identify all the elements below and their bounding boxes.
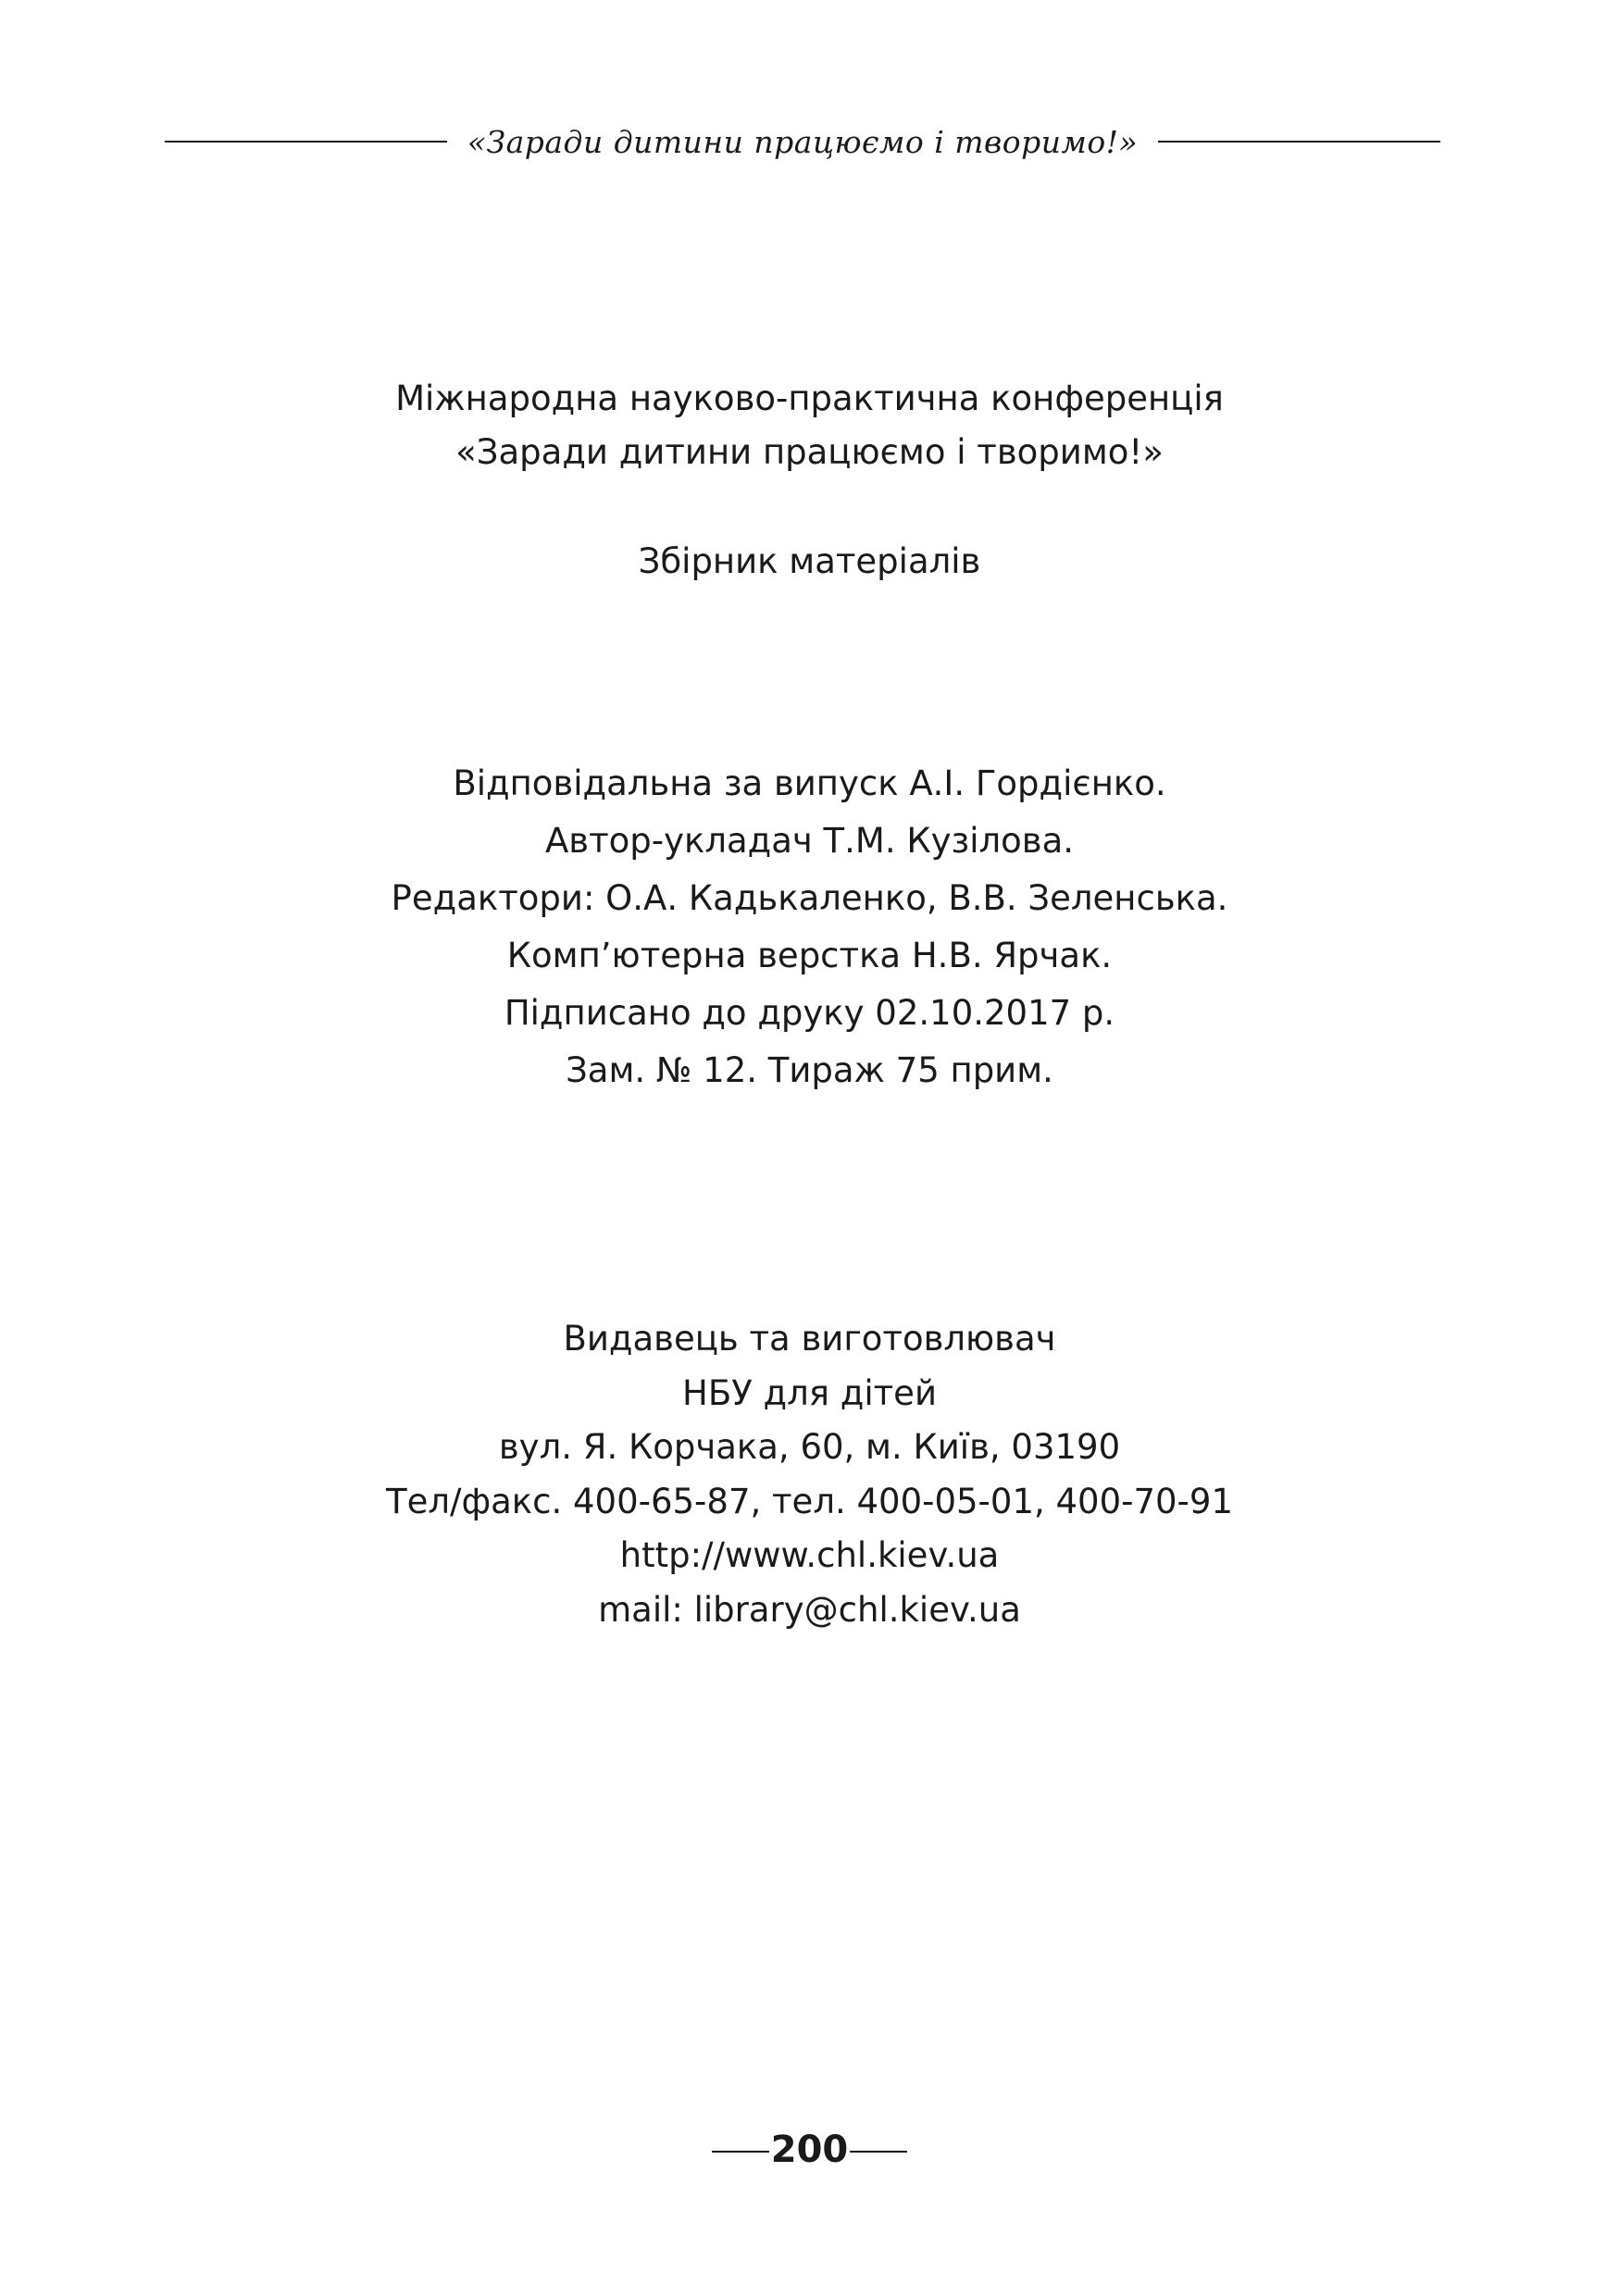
publisher-line: Видавець та виготовлювач	[563, 1319, 1056, 1359]
credit-line: Зам. № 12. Тираж 75 прим.	[566, 1050, 1053, 1090]
publisher-website: http://www.chl.kiev.ua	[619, 1535, 1000, 1575]
credit-line: Редактори: О.А. Кадькаленко, В.В. Зеленська.	[391, 878, 1228, 918]
credits-block	[0, 755, 1619, 1099]
credit-line: Відповідальна за випуск А.І. Гордієнко.	[453, 763, 1166, 803]
collection-label: Збірник матеріалів	[638, 541, 981, 581]
page-number-dash-right	[850, 2151, 907, 2153]
conference-title-block	[0, 372, 1619, 479]
collection-block	[0, 535, 1619, 589]
credit-line: Комп’ютерна верстка Н.В. Ярчак.	[506, 936, 1113, 975]
credit-line: Автор-укладач Т.М. Кузілова.	[544, 821, 1075, 861]
header-rule-right	[1158, 141, 1440, 143]
running-title: «Заради дитини працюємо і творимо!»	[467, 123, 1139, 160]
credit-line: Підписано до друку 02.10.2017 р.	[504, 993, 1115, 1033]
conference-title-line: Міжнародна науково-практична конференція	[395, 379, 1224, 418]
publisher-address: вул. Я. Корчака, 60, м. Київ, 03190	[498, 1427, 1121, 1467]
page-number: 200	[770, 2128, 849, 2171]
conference-name-line: «Заради дитини працюємо і творимо!»	[455, 432, 1164, 472]
page-number-footer	[0, 2128, 1619, 2171]
header-rule-left	[165, 141, 447, 143]
running-header	[165, 109, 1440, 174]
publisher-block	[0, 1312, 1619, 1637]
publisher-line: НБУ для дітей	[682, 1372, 937, 1413]
publisher-email: mail: library@chl.kiev.ua	[598, 1589, 1021, 1630]
publisher-phone: Тел/факс. 400-65-87, тел. 400-05-01, 400-70-91	[386, 1481, 1233, 1521]
page-number-dash-left	[712, 2151, 769, 2153]
